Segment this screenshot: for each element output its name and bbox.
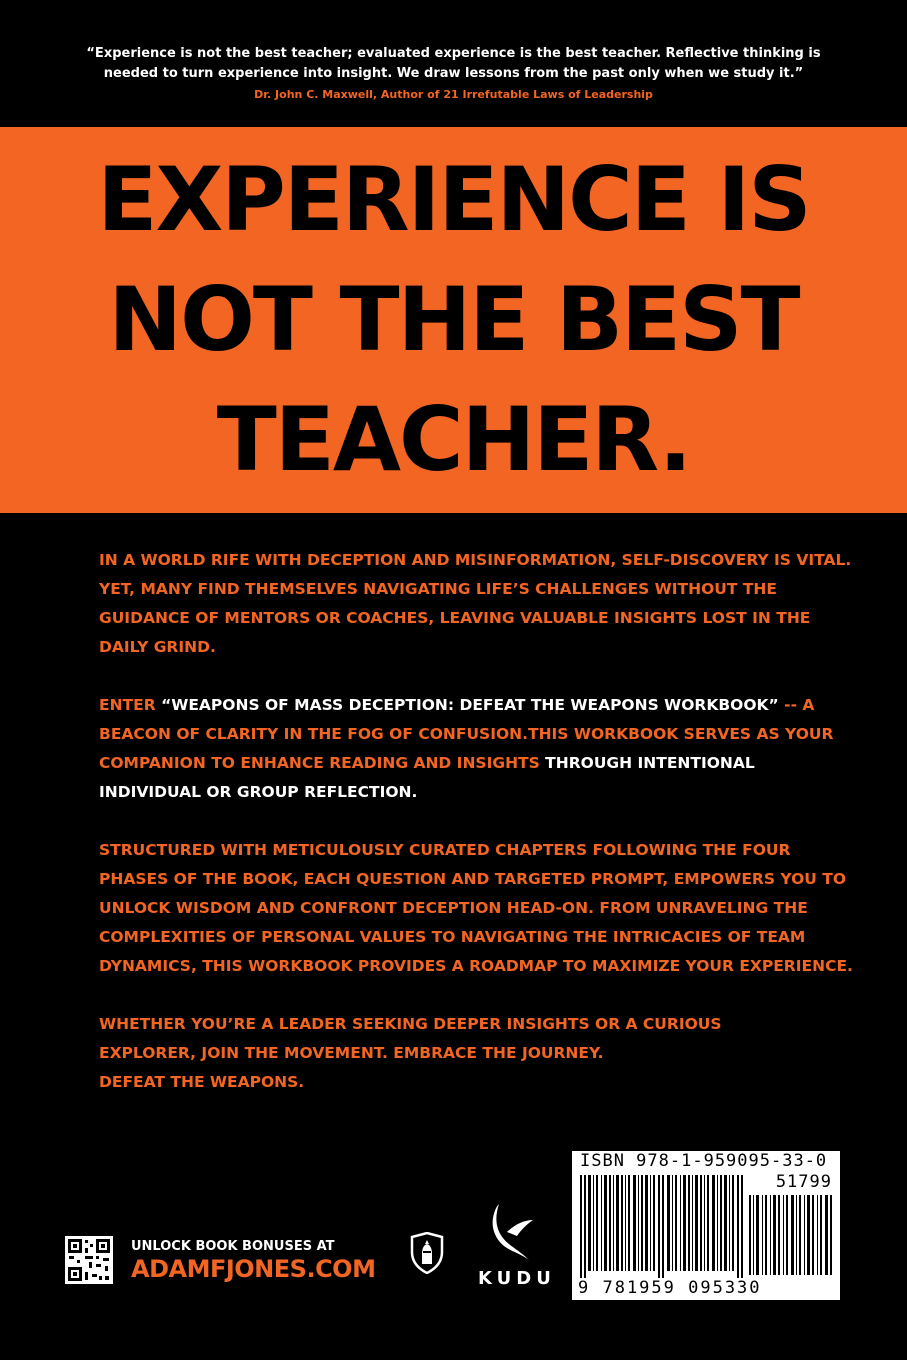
isbn-text: ISBN 978-1-959095-33-0 bbox=[580, 1151, 828, 1171]
ean-number: 9 781959 095330 bbox=[578, 1278, 762, 1298]
knight-shield-icon bbox=[409, 1232, 445, 1274]
workbook-title: “WEAPONS OF MASS DECEPTION: DEFEAT THE WEAPONS WORKBOOK” bbox=[161, 696, 779, 714]
footer bbox=[0, 1150, 907, 1310]
paragraph-4-line-3: DEFEAT THE WEAPONS. bbox=[99, 1073, 305, 1091]
unlock-bonuses-label: UNLOCK BOOK BONUSES AT bbox=[131, 1239, 335, 1254]
paragraph-3: STRUCTURED WITH METICULOUSLY CURATED CHAPTERS FOLLOWING THE FOUR PHASES OF THE BOOK, EACH QUESTION AND TARGETED PROMPT, EMPOWERS YOU TO UNLOCK WISDOM AND CONFRONT DECEPTION HEAD-ON. FROM UNRAVELING THE COMPLEXITIES OF PERSONAL VALUES TO NAVIGATING THE INTRICACIES OF TEAM DYNAMICS, THIS WORKBOOK PROVIDES A ROADMAP TO MAXIMIZE YOUR EXPERIENCE. bbox=[99, 841, 853, 975]
qr-code-icon[interactable] bbox=[65, 1236, 113, 1284]
ean-barcode-bars bbox=[578, 1175, 746, 1279]
publisher-name: KUDU bbox=[478, 1268, 556, 1289]
quote-block bbox=[40, 44, 867, 101]
paragraph-4-line-2: EXPLORER, JOIN THE MOVEMENT. EMBRACE THE JOURNEY. bbox=[99, 1044, 604, 1062]
isbn-barcode bbox=[571, 1150, 841, 1301]
headline-banner bbox=[0, 127, 907, 513]
website-link[interactable]: ADAMFJONES.COM bbox=[131, 1255, 376, 1283]
paragraph-4 bbox=[99, 1010, 859, 1097]
quote-attribution: Dr. John C. Maxwell, Author of 21 Irrefutable Laws of Leadership bbox=[254, 88, 653, 101]
price-code: 51799 bbox=[775, 1172, 832, 1192]
paragraph-1: IN A WORLD RIFE WITH DECEPTION AND MISINFORMATION, SELF-DISCOVERY IS VITAL. YET, MANY FIND THEMSELVES NAVIGATING LIFE’S CHALLENGES WITHOUT THE GUIDANCE OF MENTORS OR COACHES, LEAVING VALUABLE INSIGHTS LOST IN THE DAILY GRIND. bbox=[99, 551, 852, 656]
paragraph-2-end: THROUGH INTENTIONAL INDIVIDUAL OR GROUP REFLECTION. bbox=[99, 754, 755, 801]
paragraph-2-enter: ENTER bbox=[99, 696, 162, 714]
headline-line-3: TEACHER. bbox=[216, 388, 691, 491]
kudu-logo-icon bbox=[485, 1202, 547, 1264]
headline-line-1: EXPERIENCE IS bbox=[97, 148, 810, 251]
quote-line-1: “Experience is not the best teacher; evaluated experience is the best teacher. Reflective thinking is bbox=[86, 46, 821, 61]
paragraph-4-line-1: WHETHER YOU’RE A LEADER SEEKING DEEPER INSIGHTS OR A CURIOUS bbox=[99, 1015, 722, 1033]
quote-line-2: needed to turn experience into insight. We draw lessons from the past only when we study it.” bbox=[103, 66, 804, 81]
paragraph-2-middle: -- A BEACON OF CLARITY IN THE FOG OF CONFUSION.THIS WORKBOOK SERVES AS YOUR COMPANION TO ENHANCE READING AND INSIGHTS bbox=[99, 696, 834, 772]
headline bbox=[97, 140, 809, 500]
body-copy bbox=[99, 546, 859, 1126]
price-barcode-bars bbox=[748, 1195, 834, 1275]
paragraph-2 bbox=[99, 691, 859, 807]
headline-line-2: NOT THE BEST bbox=[108, 268, 799, 371]
